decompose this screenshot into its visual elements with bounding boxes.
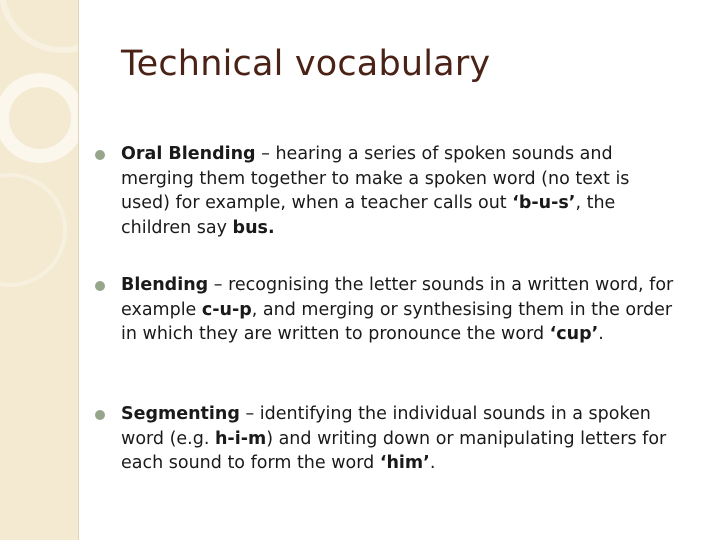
definition-text: – recognising the letter sounds in a written word, for example bbox=[121, 275, 674, 320]
definition-text: ) and writing down or manipulating letters for each sound to form the word bbox=[121, 428, 667, 473]
definition-segmenting bbox=[121, 402, 681, 476]
definition-text: – identifying the individual sounds in a spoken word (e.g. bbox=[121, 404, 651, 449]
term: Segmenting bbox=[121, 404, 240, 424]
definition-blending bbox=[121, 273, 681, 347]
definition-text: . bbox=[598, 324, 604, 344]
bullet-icon bbox=[95, 281, 105, 291]
definition-text: . bbox=[429, 453, 436, 473]
example-emphasis: ‘him’ bbox=[379, 453, 430, 473]
decorative-sidebar bbox=[0, 0, 79, 540]
bullet-icon bbox=[95, 410, 105, 420]
definition-text: , and merging or synthesising them in the order in which they are written to pronounce the word bbox=[121, 299, 673, 344]
example-emphasis: ‘b-u-s’ bbox=[512, 193, 576, 213]
bullet-icon bbox=[95, 150, 105, 160]
definition-text: – hearing a series of spoken sounds and merging them together to make a spoken word (no text is used) for example, when a teacher calls out bbox=[121, 144, 630, 213]
definition-oral-blending bbox=[121, 142, 681, 240]
example-emphasis: c-u-p bbox=[201, 299, 252, 320]
decorative-circles bbox=[0, 0, 78, 540]
term: Blending bbox=[121, 275, 209, 295]
example-emphasis: h-i-m bbox=[214, 428, 267, 449]
definition-text: , the children say bbox=[121, 193, 616, 238]
example-emphasis: ‘cup’ bbox=[549, 324, 599, 344]
example-emphasis: bus. bbox=[232, 217, 275, 238]
slide-title: Technical vocabulary bbox=[121, 44, 491, 84]
term: Oral Blending bbox=[121, 144, 256, 164]
